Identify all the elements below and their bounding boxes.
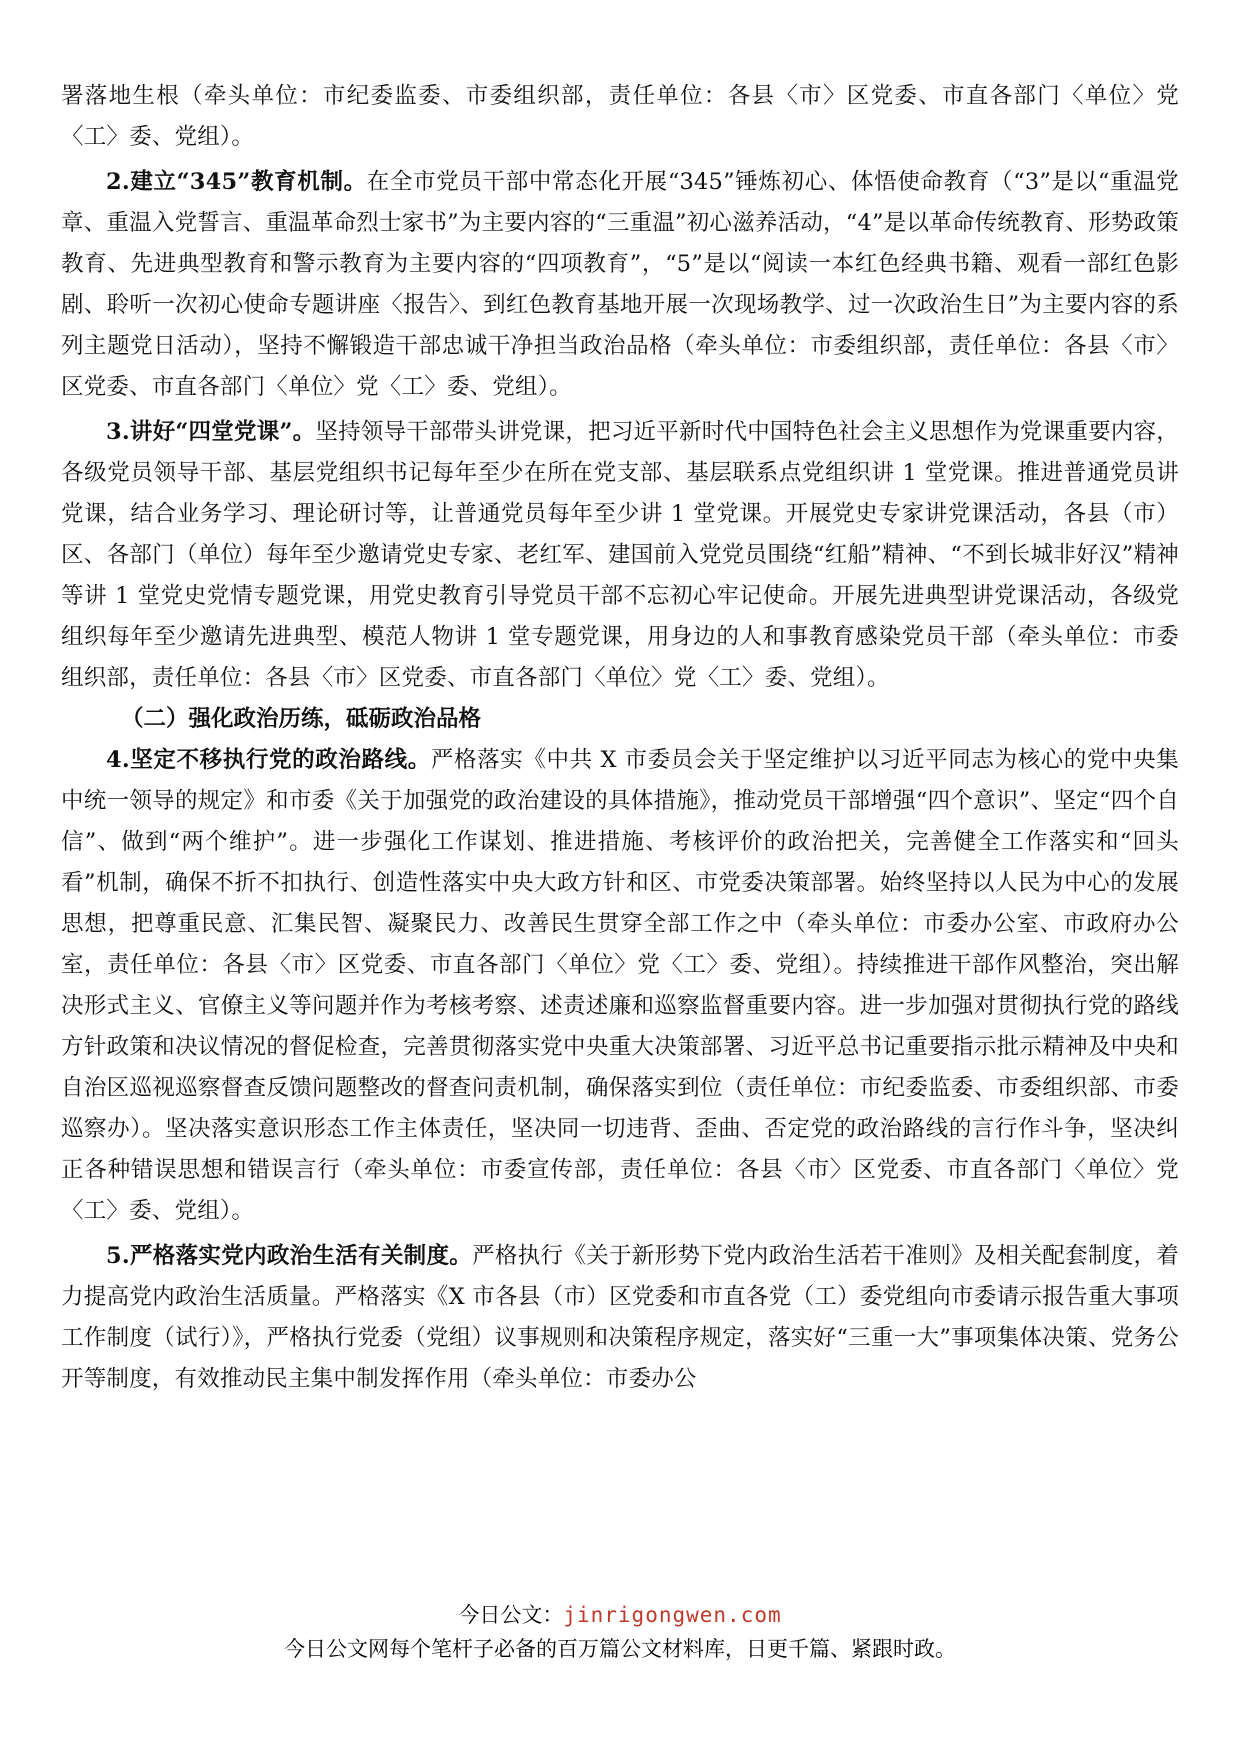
item-5-paragraph	[61, 1236, 1179, 1400]
footer-site-link[interactable]: jinrigongwen.com	[563, 1603, 782, 1627]
item-2-body: 在全市党员干部中常态化开展“345”锤炼初心、体悟使命教育（“3”是以“重温党章、重温入党誓言、重温革命烈士家书”为主要内容的“三重温”初心滋养活动，“4”是以革命传统教育、形势政策教育、先进典型教育和警示教育为主要内容的“四项教育”，“5”是以“阅读一本红色经典书籍、观看一部红色影剧、聆听一次初心使命专题讲座〈报告〉、到红色教育基地开展一次现场教学、过一次政治生日”为主要内容的系列主题党日活动），坚持不懈锻造干部忠诚干净担当政治品格（牵头单位：市委组织部，责任单位：各县〈市〉区党委、市直各部门〈单位〉党〈工〉委、党组）。	[61, 169, 1179, 400]
item-2-paragraph	[61, 162, 1179, 408]
item-5-title: 5.严格落实党内政治生活有关制度。	[106, 1243, 473, 1269]
document-body	[61, 76, 1179, 1400]
page-footer	[0, 1600, 1240, 1664]
item-4-title: 4.坚定不移执行党的政治路线。	[106, 747, 431, 773]
section-heading: （二）强化政治历练，砥砺政治品格	[121, 706, 482, 732]
item-4-body: 严格落实《中共 X 市委员会关于坚定维护以习近平同志为核心的党中央集中统一领导的规定》和市委《关于加强党的政治建设的具体措施》，推动党员干部增强“四个意识”、坚定“四个自信”、做到“两个维护”。进一步强化工作谋划、推进措施、考核评价的政治把关，完善健全工作落实和“回头看”机制，确保不折不扣执行、创造性落实中央大政方针和区、市党委决策部署。始终坚持以人民为中心的发展思想，把尊重民意、汇集民智、凝聚民力、改善民生贯穿全部工作之中（牵头单位：市委办公室、市政府办公室，责任单位：各县〈市〉区党委、市直各部门〈单位〉党〈工〉委、党组）。持续推进干部作风整治，突出解决形式主义、官僚主义等问题并作为考核考察、述责述廉和巡察监督重要内容。进一步加强对贯彻执行党的路线方针政策和决议情况的督促检查，完善贯彻落实党中央重大决策部署、习近平总书记重要指示批示精神及中央和自治区巡视巡察督查反馈问题整改的督查问责机制，确保落实到位（责任单位：市纪委监委、市委组织部、市委巡察办）。坚决落实意识形态工作主体责任，坚决同一切违背、歪曲、否定党的政治路线的言行作斗争，坚决纠正各种错误思想和错误言行（牵头单位：市委宣传部，责任单位：各县〈市〉区党委、市直各部门〈单位〉党〈工〉委、党组）。	[61, 747, 1179, 1224]
footer-site-line	[0, 1600, 1240, 1630]
item-3-body: 坚持领导干部带头讲党课，把习近平新时代中国特色社会主义思想作为党课重要内容，各级党员领导干部、基层党组织书记每年至少在所在党支部、基层联系点党组织讲 1 堂党课。推进普通党员讲党课，结合业务学习、理论研讨等，让普通党员每年至少讲 1 堂党课。开展党史专家讲党课活动，各县（市）区、各部门（单位）每年至少邀请党史专家、老红军、建国前入党党员围绕“红船”精神、“不到长城非好汉”精神等讲 1 堂党史党情专题党课，用党史教育引导党员干部不忘初心牢记使命。开展先进典型讲党课活动，各级党组织每年至少邀请先进典型、模范人物讲 1 堂专题党课，用身边的人和事教育感染党员干部（牵头单位：市委组织部，责任单位：各县〈市〉区党委、市直各部门〈单位〉党〈工〉委、党组）。	[61, 419, 1179, 691]
footer-slogan: 今日公文网每个笔杆子必备的百万篇公文材料库，日更千篇、紧跟时政。	[284, 1637, 956, 1661]
footer-label: 今日公文：	[458, 1603, 564, 1627]
opening-paragraph: 署落地生根（牵头单位：市纪委监委、市委组织部，责任单位：各县〈市〉区党委、市直各部门〈单位〉党〈工〉委、党组）。	[61, 83, 1179, 150]
item-4-paragraph	[61, 740, 1179, 1232]
item-3-paragraph	[61, 412, 1179, 699]
item-2-title: 2.建立“345”教育机制。	[106, 169, 367, 195]
item-5-body: 严格执行《关于新形势下党内政治生活若干准则》及相关配套制度，着力提高党内政治生活质量。严格落实《X 市各县（市）区党委和市直各党（工）委党组向市委请示报告重大事项工作制度（试行）》，严格执行党委（党组）议事规则和决策程序规定，落实好“三重一大”事项集体决策、党务公开等制度，有效推动民主集中制发挥作用（牵头单位：市委办公	[61, 1243, 1180, 1392]
item-3-title: 3.讲好“四堂党课”。	[106, 419, 316, 445]
